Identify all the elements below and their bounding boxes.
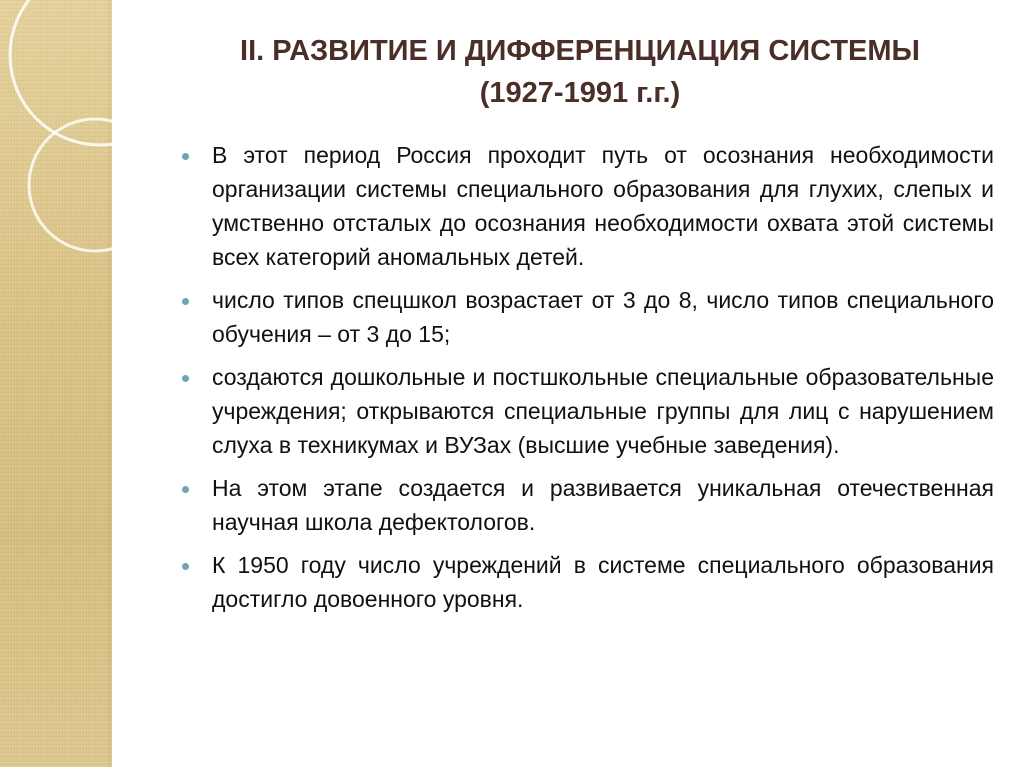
bullet-dot-icon xyxy=(182,375,189,382)
ring-small xyxy=(29,119,161,251)
bullet-item xyxy=(182,283,994,351)
bullet-dot-icon xyxy=(182,298,189,305)
bullet-text: К 1950 году число учреждений в системе специального образования достигло довоенного уровня. xyxy=(212,552,994,612)
bullet-text: В этот период Россия проходит путь от осознания необходимости организации системы специального образования для глухих, слепых и умственно отсталых до осознания необходимости охвата этой системы всех категорий аномальных детей. xyxy=(212,142,994,270)
bullet-item xyxy=(182,360,994,462)
bullet-text: число типов спецшкол возрастает от 3 до 8, число типов специального обучения – от 3 до 15; xyxy=(212,287,994,347)
bullet-item xyxy=(182,471,994,539)
bullet-text: На этом этапе создается и развивается уникальная отечественная научная школа дефектологов. xyxy=(212,475,994,535)
bullet-item xyxy=(182,138,994,274)
bullet-item xyxy=(182,548,994,616)
bullet-dot-icon xyxy=(182,563,189,570)
slide-title xyxy=(150,30,1010,114)
slide-title-line-1: II. РАЗВИТИЕ И ДИФФЕРЕНЦИАЦИЯ СИСТЕМЫ xyxy=(240,35,920,67)
bullet-text: создаются дошкольные и постшкольные специальные образовательные учреждения; открываются специальные группы для лиц с нарушением слуха в техникумах и ВУЗах (высшие учебные заведения). xyxy=(212,364,994,458)
bullet-list xyxy=(182,138,994,625)
slide-title-line-2: (1927-1991 г.г.) xyxy=(479,77,681,109)
decorative-rings xyxy=(0,0,140,300)
bullet-dot-icon xyxy=(182,153,189,160)
bullet-dot-icon xyxy=(182,486,189,493)
